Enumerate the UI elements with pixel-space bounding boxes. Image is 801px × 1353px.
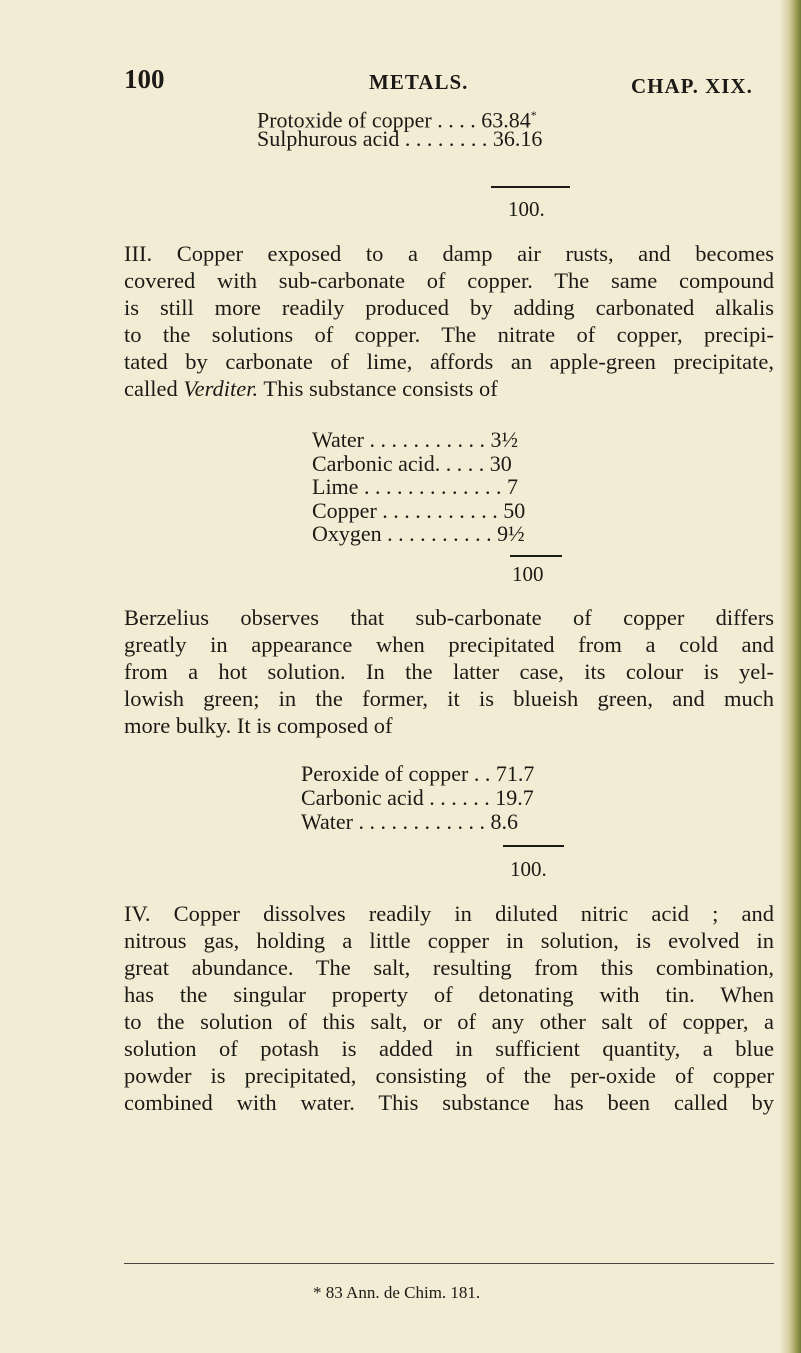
paragraph-iii — [124, 240, 774, 402]
component-value: 63.84 — [481, 107, 531, 133]
composition-table-2 — [312, 428, 525, 546]
paragraph-berzelius — [124, 604, 774, 739]
table-row — [312, 522, 525, 546]
text-line: lowish green; in the former, it is blueish green, and much — [124, 686, 774, 711]
text-line: III. Copper exposed to a damp air rusts, and becomes — [124, 241, 774, 266]
text-line: combined with water. This substance has been called by — [124, 1090, 774, 1115]
leader-dots: . . . . — [431, 107, 482, 133]
leader-dots: . . . . . . . . . . . — [363, 427, 491, 452]
component-value: 19.7 — [495, 785, 534, 810]
component-value: 8.6 — [490, 809, 518, 834]
leader-dots: . . . . . . . . . . . — [376, 497, 504, 523]
component-name: Water — [301, 809, 353, 834]
text-line: to the solution of this salt, or of any other salt of copper, a — [124, 1009, 774, 1034]
text-line: nitrous gas, holding a little copper in solution, is evolved in — [124, 928, 774, 953]
sum-rule — [491, 186, 570, 188]
component-name: Oxygen — [312, 521, 382, 546]
component-value: 9½ — [497, 521, 525, 546]
text-line: is still more readily produced by adding carbonated alkalis — [124, 295, 774, 320]
text-line: powder is precipitated, consisting of the per-oxide of copper — [124, 1063, 774, 1088]
table-row — [312, 452, 525, 476]
footnote: * 83 Ann. de Chim. 181. — [313, 1283, 481, 1302]
component-name: Sulphurous acid — [257, 126, 400, 151]
chapter-label: CHAP. XIX. — [631, 74, 753, 98]
text-line: from a hot solution. In the latter case, its colour is yel- — [124, 659, 774, 684]
text-line: more bulky. It is composed of — [124, 713, 393, 738]
component-value: 71.7 — [495, 761, 535, 786]
leader-dots: . . . . . . . . — [399, 126, 493, 151]
composition-table-1 — [257, 103, 542, 151]
text-line: greatly in appearance when precipitated from a cold and — [124, 632, 774, 657]
footnote-mark: * — [530, 108, 537, 122]
table-row — [312, 475, 525, 499]
component-name: Lime — [312, 474, 359, 499]
sum-rule — [503, 845, 564, 847]
table-total: 100. — [508, 197, 545, 221]
table-row — [257, 127, 542, 151]
component-name: Protoxide of copper — [257, 107, 432, 133]
text-segment: This substance consists of — [258, 376, 498, 401]
text-line: solution of potash is added in sufficient quantity, a blue — [124, 1036, 774, 1061]
text-segment: called — [124, 376, 184, 401]
component-name: Carbonic acid — [312, 450, 435, 476]
text-line: Berzelius observes that sub-carbonate of copper differs — [124, 605, 774, 630]
table-row — [301, 810, 534, 834]
table-total: 100. — [510, 857, 547, 881]
composition-table-3 — [301, 762, 534, 834]
text-line: has the singular property of detonating with tin. When — [124, 982, 774, 1007]
component-value: 7 — [506, 474, 518, 499]
text-line: to the solutions of copper. The nitrate of copper, precipi- — [124, 322, 774, 347]
leader-dots: . . . . . . . . . . — [381, 521, 498, 546]
running-title: METALS. — [369, 70, 469, 94]
component-name: Carbonic acid — [301, 785, 424, 810]
leader-dots: . . . . . . . . . . . . . — [358, 474, 507, 499]
text-line — [124, 375, 774, 402]
italic-term: Verditer. — [183, 376, 259, 401]
table-row — [312, 499, 525, 523]
table-total: 100 — [512, 562, 544, 586]
page-edge — [779, 0, 801, 1353]
table-row — [312, 428, 525, 452]
component-value: 3½ — [490, 427, 518, 452]
text-line: tated by carbonate of lime, affords an apple-green precipitate, — [124, 349, 774, 374]
component-name: Peroxide of copper — [301, 761, 469, 786]
leader-dots: . . — [468, 761, 496, 786]
component-value: 30 — [489, 450, 512, 476]
table-row — [301, 762, 534, 786]
page-number: 100 — [124, 64, 165, 94]
text-line: covered with sub-carbonate of copper. The same compound — [124, 268, 774, 293]
footnote-rule — [124, 1263, 774, 1264]
text-line: great abundance. The salt, resulting from this combination, — [124, 955, 774, 980]
sum-rule — [510, 555, 562, 557]
leader-dots: . . . . . — [434, 450, 490, 476]
table-row — [257, 103, 542, 133]
text-line: IV. Copper dissolves readily in diluted nitric acid ; and — [124, 901, 774, 926]
paragraph-iv — [124, 900, 774, 1116]
component-value: 36.16 — [492, 126, 543, 151]
leader-dots: . . . . . . . . . . . . — [352, 809, 491, 834]
leader-dots: . . . . . . — [423, 785, 496, 810]
table-row — [301, 786, 534, 810]
component-name: Water — [312, 427, 364, 452]
component-value: 50 — [503, 497, 526, 523]
component-name: Copper — [312, 497, 377, 523]
